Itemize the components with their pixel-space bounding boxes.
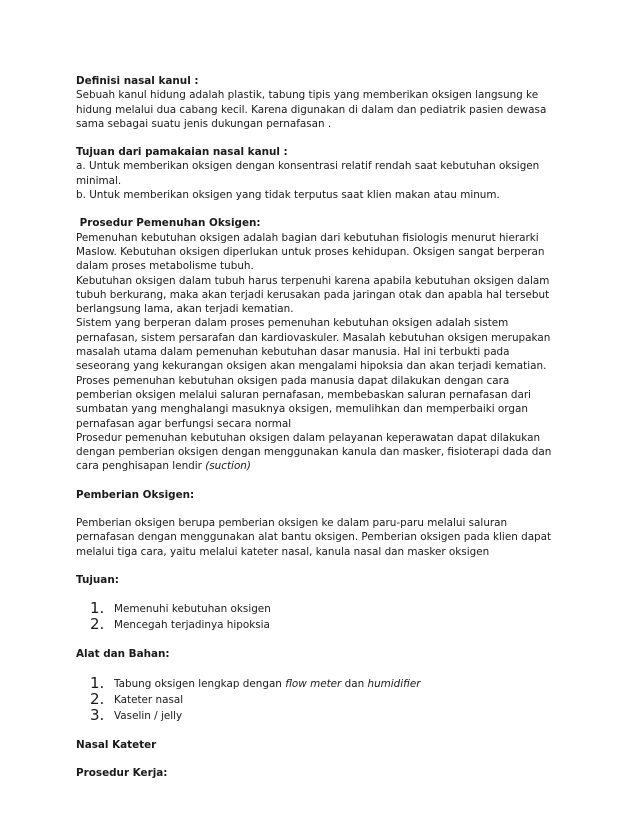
- humidifier-term: humidifier: [367, 677, 421, 690]
- list-item: [76, 705, 576, 724]
- prosedur-line: dengan pemberian oksigen dengan menggunakan kanula dan masker, fisioterapi dada dan: [76, 446, 552, 459]
- pemberian-line: melalui tiga cara, yaitu melalui kateter nasal, kanula nasal dan masker oksigen: [76, 545, 490, 558]
- list-item: [76, 617, 576, 633]
- list-item-text: Vaselin / jelly: [114, 709, 183, 722]
- list-number: 1.: [90, 599, 105, 618]
- alat-section: [76, 647, 576, 723]
- prosedur-pemenuhan-section: [76, 216, 576, 473]
- alat-heading: Alat dan Bahan:: [76, 648, 170, 661]
- alat-text-c: dan: [341, 677, 368, 690]
- list-item-text: [114, 678, 421, 690]
- nasal-kateter-section: [76, 738, 576, 752]
- prosedur-line: Proses pemenuhan kebutuhan oksigen pada manusia dapat dilakukan dengan cara: [76, 374, 510, 387]
- definisi-section: [76, 74, 576, 131]
- list-item-text: Mencegah terjadinya hipoksia: [114, 619, 270, 632]
- tujuan-section: [76, 573, 576, 633]
- tujuan-pemakaian-section: [76, 145, 576, 202]
- prosedur-line: pernafasan, sistem persarafan dan kardiovaskuler. Masalah kebutuhan oksigen merupakan: [76, 331, 551, 344]
- pemberian-line: pernafasan dengan menggunakan alat bantu oksigen. Pemberian oksigen pada klien dapat: [76, 531, 552, 544]
- tujuan-pemakaian-line: b. Untuk memberikan oksigen yang tidak terputus saat klien makan atau minum.: [76, 189, 500, 202]
- pemberian-section: [76, 488, 576, 559]
- prosedur-line: Kebutuhan oksigen dalam tubuh harus terpenuhi karena apabila kebutuhan oksigen dalam: [76, 274, 550, 287]
- prosedur-last-line: [76, 459, 576, 473]
- definisi-heading: Definisi nasal kanul :: [76, 75, 199, 87]
- prosedur-line: Sistem yang berperan dalam proses pemenuhan kebutuhan oksigen adalah sistem: [76, 317, 509, 330]
- pemberian-heading: Pemberian Oksigen:: [76, 488, 195, 501]
- prosedur-line: Maslow. Kebutuhan oksigen diperlukan untuk proses kehidupan. Oksigen sangat berperan: [76, 245, 545, 258]
- list-item: [76, 601, 576, 617]
- prosedur-line: sumbatan yang menghalangi masuknya oksigen, memulihkan dan memperbaiki organ: [76, 403, 528, 416]
- list-item: [76, 689, 576, 708]
- alat-list: [76, 673, 576, 724]
- definisi-line: sama sebagai suatu jenis dukungan pernafasan .: [76, 117, 332, 130]
- prosedur-pemenuhan-heading: Prosedur Pemenuhan Oksigen:: [76, 217, 261, 230]
- prosedur-line: pernafasan agar berfungsi secara normal: [76, 417, 292, 430]
- prosedur-line: berlangsung lama, akan terjadi kematian.: [76, 303, 294, 316]
- suction-term: (suction): [205, 460, 251, 473]
- flow-meter-term: flow meter: [285, 677, 342, 690]
- list-number: 1.: [90, 673, 105, 692]
- list-item-text: Memenuhi kebutuhan oksigen: [114, 603, 271, 616]
- prosedur-kerja-heading: Prosedur Kerja:: [76, 766, 168, 779]
- list-number: 3.: [90, 705, 105, 724]
- prosedur-line: Pemenuhan kebutuhan oksigen adalah bagian dari kebutuhan fisiologis menurut hierarki: [76, 231, 539, 244]
- prosedur-line: tubuh berkurang, maka akan terjadi kerusakan pada jaringan otak dan apabla hal tersebut: [76, 288, 550, 301]
- prosedur-kerja-section: [76, 766, 576, 780]
- tujuan-pemakaian-heading: Tujuan dari pamakaian nasal kanul :: [76, 146, 288, 159]
- alat-text-a: Tabung oksigen lengkap dengan: [114, 677, 286, 690]
- prosedur-last-line-text: cara penghisapan lendir: [76, 460, 206, 473]
- definisi-line: Sebuah kanul hidung adalah plastik, tabung tipis yang memberikan oksigen langsung ke: [76, 89, 539, 102]
- pemberian-line: Pemberian oksigen berupa pemberian oksigen ke dalam paru-paru melalui saluran: [76, 517, 508, 530]
- list-item-text: Kateter nasal: [114, 693, 184, 706]
- list-number: 2.: [90, 689, 105, 708]
- tujuan-heading: Tujuan:: [76, 573, 119, 586]
- prosedur-line: pemberian oksigen melalui saluran pernafasan, membebaskan saluran pernafasan dari: [76, 388, 532, 401]
- tujuan-pemakaian-line: a. Untuk memberikan oksigen dengan konsentrasi relatif rendah saat kebutuhan oksigen: [76, 160, 540, 173]
- list-number: 2.: [90, 615, 105, 634]
- nasal-kateter-heading: Nasal Kateter: [76, 738, 157, 751]
- prosedur-line: dalam proses metabolisme tubuh.: [76, 260, 254, 273]
- prosedur-line: masalah utama dalam pemenuhan kebutuhan dasar manusia. Hal ini terbukti pada: [76, 346, 510, 359]
- definisi-line: hidung melalui dua cabang kecil. Karena digunakan di dalam dan pediatrik pasien dewasa: [76, 103, 547, 116]
- document-page: [76, 74, 576, 780]
- prosedur-line: seseorang yang kekurangan oksigen akan mengalami hipoksia dan akan terjadi kematian.: [76, 360, 547, 373]
- list-item: [76, 673, 576, 692]
- tujuan-pemakaian-line: minimal.: [76, 174, 122, 187]
- prosedur-line: Prosedur pemenuhan kebutuhan oksigen dalam pelayanan keperawatan dapat dilakukan: [76, 431, 541, 444]
- tujuan-list: [76, 601, 576, 633]
